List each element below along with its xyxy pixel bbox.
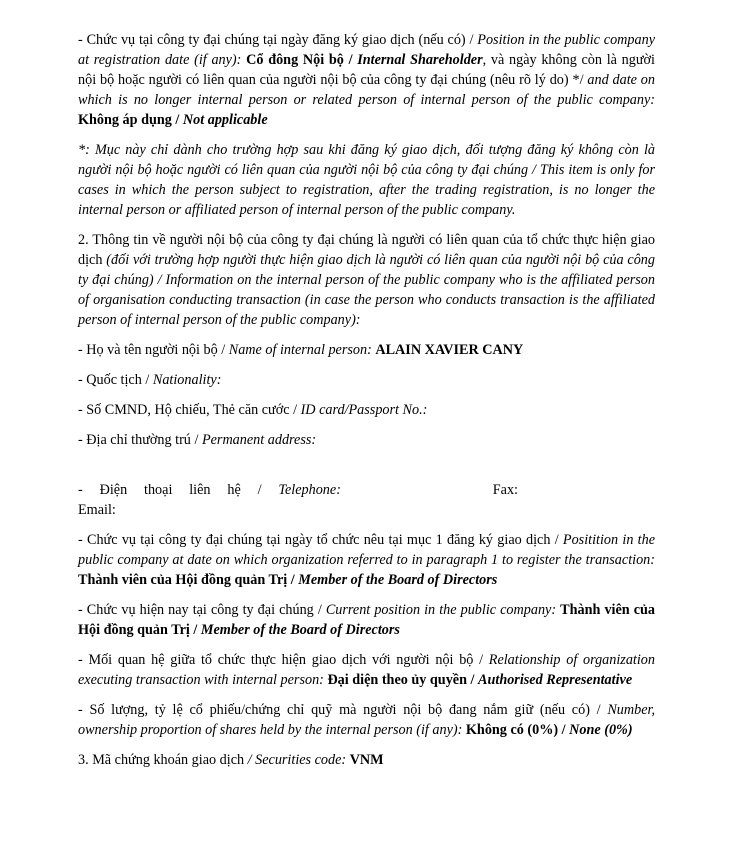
relationship-line: - Mối quan hệ giữa tổ chức thực hiện giao dịch với người nội bộ / Relationship of organization executing transaction with internal person: Đại diện theo ủy quyền / Authorised Representative [78,652,655,688]
securities-code-value: VNM [349,752,384,768]
id-card-line: - Số CMND, Hộ chiếu, Thẻ căn cước / ID card/Passport No.: [78,402,428,418]
email-label: Email: [78,502,116,518]
internal-person-name: - Họ và tên người nội bộ / Name of internal person: ALAIN XAVIER CANY [78,342,524,358]
document-page [78,30,655,780]
position-at-org-registration: - Chức vụ tại công ty đại chúng tại ngày tổ chức nêu tại mục 1 đăng ký giao dịch / Positition in the public company at date on which organization referred to in paragraph 1 to register the transaction: Thành viên của Hội đồng quản Trị / Member of the Board of Directors [78,532,656,588]
nationality-line: - Quốc tịch / Nationality: [78,372,222,388]
position-at-registration-paragraph: - Chức vụ tại công ty đại chúng tại ngày đăng ký giao dịch (nếu có) / Position in the public company at registration date (if any): Cổ đông Nội bộ / Internal Shareholder, và ngày không còn là người nội bộ hoặc người có liên quan của người nội bộ của công ty đại chúng (nêu rõ lý do) */ and date on which is no longer internal person or related person of internal person of the public company: Không áp dụng / Not applicable [78,32,656,128]
telephone-label: Telephone: [278,482,341,498]
permanent-address-line: - Địa chỉ thường trú / Permanent address: [78,432,317,448]
shares-held-line: - Số lượng, tỷ lệ cổ phiếu/chứng chỉ quỹ mà người nội bộ đang nắm giữ (nếu có) / Number, ownership proportion of shares held by the internal person (if any): Không có (0%) / None (0%) [78,702,655,738]
footnote-paragraph: *: Mục này chỉ dành cho trường hợp sau khi đăng ký giao dịch, đối tượng đăng ký không còn là người nội bộ hoặc người có liên quan của người nội bộ của công ty đại chúng / This item is only for cases in which the person subject to registration, after the trading registration, is no longer the internal person or affiliated person of internal person of the public company. [78,142,655,218]
securities-code-line: 3. Mã chứng khoán giao dịch / Securities code: VNM [78,752,384,768]
position-value: Cổ đông Nội bộ [246,52,344,68]
name-value: ALAIN XAVIER CANY [375,342,524,358]
current-position: - Chức vụ hiện nay tại công ty đại chúng / Current position in the public company: Thành viên của Hội đồng quản Trị / Member of the Board of Directors [78,602,656,638]
section-2-heading: 2. Thông tin về người nội bộ của công ty đại chúng là người có liên quan của tổ chức thực hiện giao dịch (đối với trường hợp người thực hiện giao dịch là người có liên quan của người nội bộ của công ty đại chúng) / Information on the internal person of the public company who is the affiliated person of organisation conducting transaction (in case the person who conducts transaction is the affiliated person of internal person of the public company): [78,232,655,328]
not-applicable-value: Không áp dụng [78,112,172,128]
contact-line: - Điện thoại liên hệ / Telephone: Fax: Email: [78,480,655,520]
fax-label: Fax: [492,482,518,498]
